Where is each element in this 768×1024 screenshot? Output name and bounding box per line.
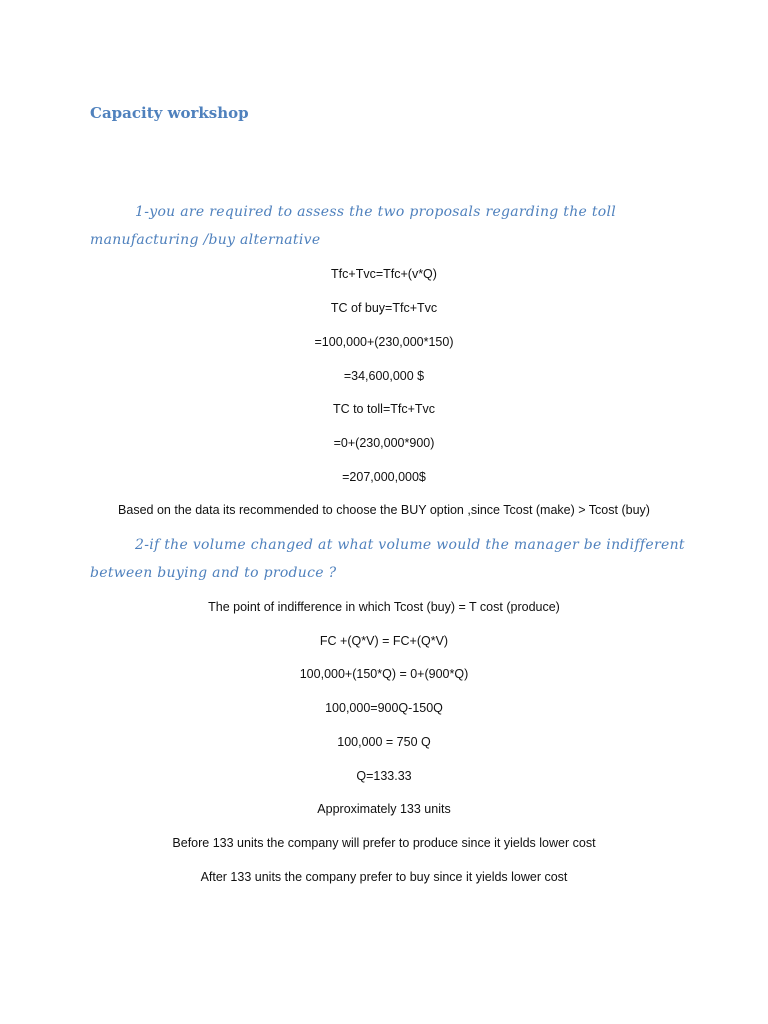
equation-line: Q=133.33 — [356, 769, 412, 783]
equation-line: TC of buy=Tfc+Tvc — [330, 301, 438, 315]
approximation-text: Approximately 133 units — [317, 802, 451, 816]
equation-line: 100,000 = 750 Q — [337, 735, 431, 749]
question-1: 1-you are required to assess the two proposals regarding the toll manufacturing /buy alternative — [90, 204, 617, 248]
conclusion-text: Before 133 units the company will prefer to produce since it yields lower cost — [172, 836, 596, 850]
equation-line: =34,600,000 $ — [343, 369, 425, 383]
question-2: 2-if the volume changed at what volume would the manager be indifferent between buying and to produce ? — [90, 537, 685, 581]
equation-line: =207,000,000$ — [342, 470, 426, 484]
equation-line: =0+(230,000*900) — [333, 436, 435, 450]
equation-line: 100,000+(150*Q) = 0+(900*Q) — [299, 667, 469, 681]
equation-line: FC +(Q*V) = FC+(Q*V) — [319, 634, 449, 648]
equation-line: Tfc+Tvc=Tfc+(v*Q) — [331, 267, 437, 281]
document-title: Capacity workshop — [90, 104, 249, 122]
conclusion-text: After 133 units the company prefer to buy since it yields lower cost — [200, 870, 568, 884]
indifference-statement: The point of indifference in which Tcost (buy) = T cost (produce) — [208, 600, 560, 614]
recommendation-text: Based on the data its recommended to choose the BUY option ,since Tcost (make) > Tcost (buy) — [118, 503, 650, 517]
equation-line: TC to toll=Tfc+Tvc — [332, 402, 436, 416]
equation-line: 100,000=900Q-150Q — [325, 701, 443, 715]
equation-line: =100,000+(230,000*150) — [314, 335, 454, 349]
